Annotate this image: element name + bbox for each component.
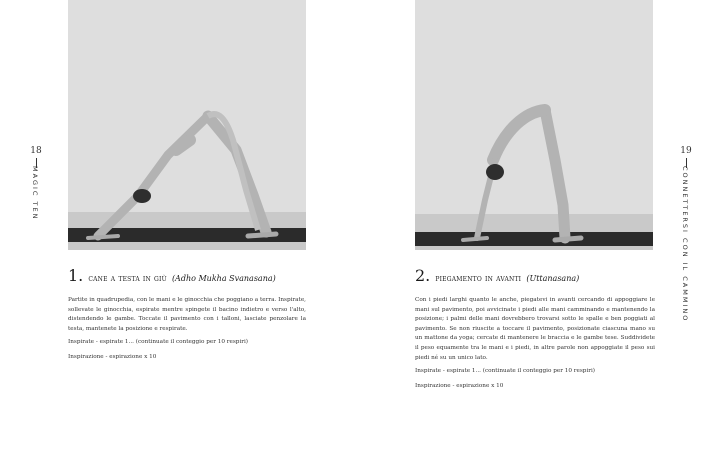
breath-count-line: Inspirate - espirate 1... (continuate il conteggio per 10 respiri) (415, 368, 596, 375)
forward-bend-photo (415, 0, 653, 250)
pose-heading (415, 266, 579, 285)
pose-sanskrit-name: (Adho Mukha Svanasana) (171, 274, 276, 283)
breath-repetition-line: Inspirazione - espirazione x 10 (68, 353, 157, 360)
breath-count-line: Inspirate - espirate 1... (continuate il conteggio per 10 respiri) (68, 339, 249, 346)
running-head: CONNETTERSI CON IL CAMMINO (681, 166, 689, 323)
pose-title: piegamento in avanti (435, 274, 522, 284)
pose-number: 2. (415, 266, 431, 285)
pose-sanskrit-name: (Uttanasana) (526, 274, 580, 283)
instruction-paragraph: Partite in quadrupedia, con le mani e le ginocchia che poggiano a terra. Inspirate, sollevate le ginocchia, espirate mentre spingete il bacino indietro e verso l'alto, distendendo le gambe. Toccate il pavimento con i talloni, lasciate penzolare la testa, mantenete la posizione e respirate. (68, 297, 306, 332)
pose-instructions (415, 296, 655, 396)
page-number: 18 (30, 146, 42, 156)
pose-heading (68, 266, 276, 285)
page-number: 19 (680, 146, 692, 156)
running-head: MAGIC TEN (31, 166, 39, 221)
pose-number: 1. (68, 266, 84, 285)
downward-dog-photo (68, 0, 306, 250)
pose-title: cane a testa in giù (88, 274, 167, 284)
breath-repetition-line: Inspirazione - espirazione x 10 (415, 382, 504, 389)
right-page (360, 0, 720, 451)
instruction-paragraph: Con i piedi larghi quanto le anche, piegatevi in avanti cercando di appoggiare le mani sul pavimento, poi avvicinate i piedi alle mani camminando e mantenendo la posizione; i palmi delle mani dovrebbero trovarsi sotto le spalle e ben poggiati al pavimento. Se non riuscite a toccare il pavimento, posizionate ciascuna mano su un mattone da yoga; cercate di mantenere le braccia e le gambe tese. Suddividete il peso equamente tra le mani e i piedi, in altre parole non appoggiate il peso sui piedi né su un unico lato. (415, 297, 655, 361)
pose-instructions (68, 296, 306, 368)
